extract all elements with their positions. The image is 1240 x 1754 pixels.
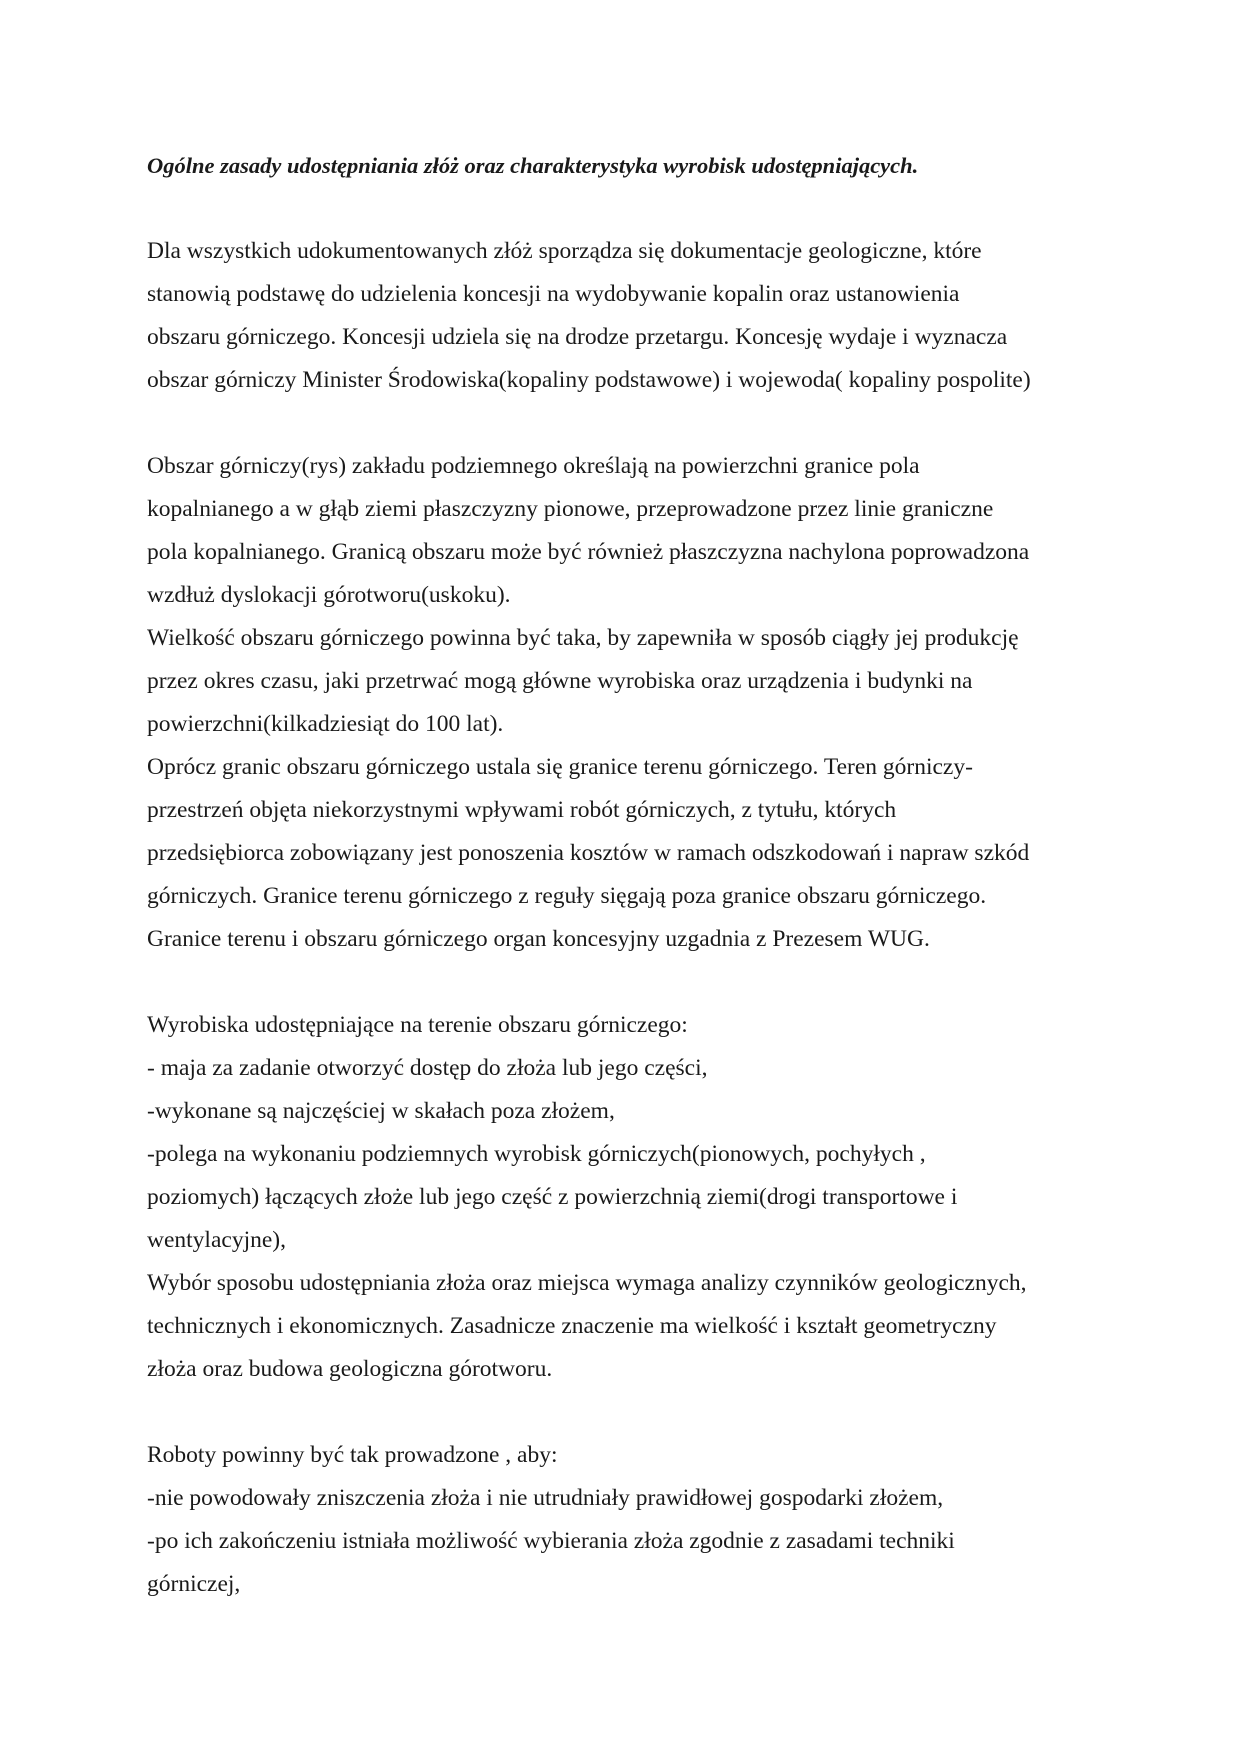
- paragraph-mining-area: [147, 445, 1107, 961]
- paragraph-spacer: [147, 961, 1107, 1004]
- text-line: górniczej,: [147, 1571, 241, 1597]
- text-line: Granice terenu i obszaru górniczego organ koncesyjny uzgadnia z Prezesem WUG.: [147, 926, 930, 952]
- text-line: Wybór sposobu udostępniania złoża oraz miejsca wymaga analizy czynników geologicznych,: [147, 1270, 1027, 1296]
- document-title: Ogólne zasady udostępniania złóż oraz charakterystyka wyrobisk udostępniających.: [147, 153, 919, 178]
- text-line: Dla wszystkich udokumentowanych złóż sporządza się dokumentacje geologiczne, które: [147, 238, 982, 264]
- paragraph-spacer: [147, 402, 1107, 445]
- list-item: -wykonane są najczęściej w skałach poza złożem,: [147, 1098, 615, 1124]
- paragraph-access-workings: [147, 1004, 1107, 1391]
- paragraph-work-requirements: [147, 1434, 1107, 1606]
- text-line: Oprócz granic obszaru górniczego ustala się granice terenu górniczego. Teren górniczy-: [147, 754, 973, 780]
- paragraph-licensing: [147, 230, 1107, 402]
- list-item: - maja za zadanie otworzyć dostęp do złoża lub jego części,: [147, 1055, 708, 1081]
- text-line: technicznych i ekonomicznych. Zasadnicze znaczenie ma wielkość i kształt geometryczny: [147, 1313, 997, 1339]
- list-item: -po ich zakończeniu istniała możliwość wybierania złoża zgodnie z zasadami techniki: [147, 1528, 955, 1554]
- paragraph-spacer: [147, 1391, 1107, 1434]
- text-line: przez okres czasu, jaki przetrwać mogą główne wyrobiska oraz urządzenia i budynki na: [147, 668, 973, 694]
- text-line: obszaru górniczego. Koncesji udziela się na drodze przetargu. Koncesję wydaje i wyznacza: [147, 324, 1008, 350]
- list-item: -nie powodowały zniszczenia złoża i nie utrudniały prawidłowej gospodarki złożem,: [147, 1485, 944, 1511]
- text-line: wzdłuż dyslokacji górotworu(uskoku).: [147, 582, 511, 608]
- text-line: Wielkość obszaru górniczego powinna być taka, by zapewniła w sposób ciągły jej produkcję: [147, 625, 1019, 651]
- text-line: stanowią podstawę do udzielenia koncesji na wydobywanie kopalin oraz ustanowienia: [147, 281, 960, 307]
- text-line: wentylacyjne),: [147, 1227, 286, 1253]
- text-line: Roboty powinny być tak prowadzone , aby:: [147, 1442, 558, 1468]
- paragraph-spacer: [147, 187, 1107, 230]
- text-line: powierzchni(kilkadziesiąt do 100 lat).: [147, 711, 504, 737]
- text-line: pola kopalnianego. Granicą obszaru może być również płaszczyzna nachylona poprowadzona: [147, 539, 1030, 565]
- text-line: obszar górniczy Minister Środowiska(kopaliny podstawowe) i wojewoda( kopaliny pospolite): [147, 367, 1031, 393]
- text-line: poziomych) łączących złoże lub jego część z powierzchnią ziemi(drogi transportowe i: [147, 1184, 958, 1210]
- text-line: przestrzeń objęta niekorzystnymi wpływami robót górniczych, z tytułu, których: [147, 797, 897, 823]
- text-line: przedsiębiorca zobowiązany jest ponoszenia kosztów w ramach odszkodowań i napraw szkód: [147, 840, 1030, 866]
- text-line: Wyrobiska udostępniające na terenie obszaru górniczego:: [147, 1012, 688, 1038]
- text-line: złoża oraz budowa geologiczna górotworu.: [147, 1356, 553, 1382]
- text-line: Obszar górniczy(rys) zakładu podziemnego określają na powierzchni granice pola: [147, 453, 920, 479]
- document-body: [147, 144, 1107, 1606]
- text-line: górniczych. Granice terenu górniczego z reguły sięgają poza granice obszaru górniczego.: [147, 883, 987, 909]
- list-item: -polega na wykonaniu podziemnych wyrobisk górniczych(pionowych, pochyłych ,: [147, 1141, 926, 1167]
- text-line: kopalnianego a w głąb ziemi płaszczyzny pionowe, przeprowadzone przez linie graniczne: [147, 496, 994, 522]
